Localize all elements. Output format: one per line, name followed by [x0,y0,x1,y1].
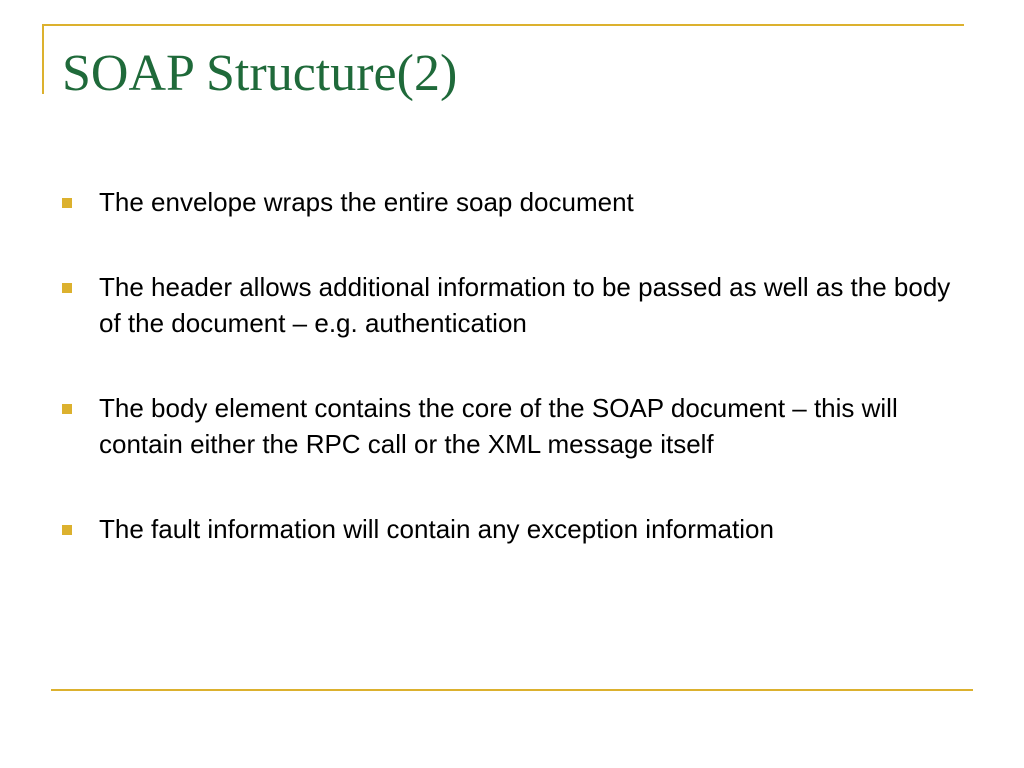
bullet-item [62,511,962,547]
bullet-item [62,390,962,462]
square-bullet-icon [62,283,72,293]
title-frame-top-rule [42,24,964,26]
bullet-text: The envelope wraps the entire soap document [99,187,634,217]
bullet-item [62,269,962,341]
square-bullet-icon [62,525,72,535]
slide-title: SOAP Structure(2) [62,45,458,102]
square-bullet-icon [62,404,72,414]
bullet-text: The fault information will contain any exception information [99,514,774,544]
bullet-item [62,184,962,220]
footer-rule [51,689,973,691]
bullet-text: The header allows additional information to be passed as well as the body of the document – e.g. authentication [99,272,951,338]
title-frame-left-rule [42,24,44,94]
square-bullet-icon [62,198,72,208]
bullet-text: The body element contains the core of the SOAP document – this will contain either the RPC call or the XML message itself [99,393,898,459]
bullet-list [62,184,962,596]
